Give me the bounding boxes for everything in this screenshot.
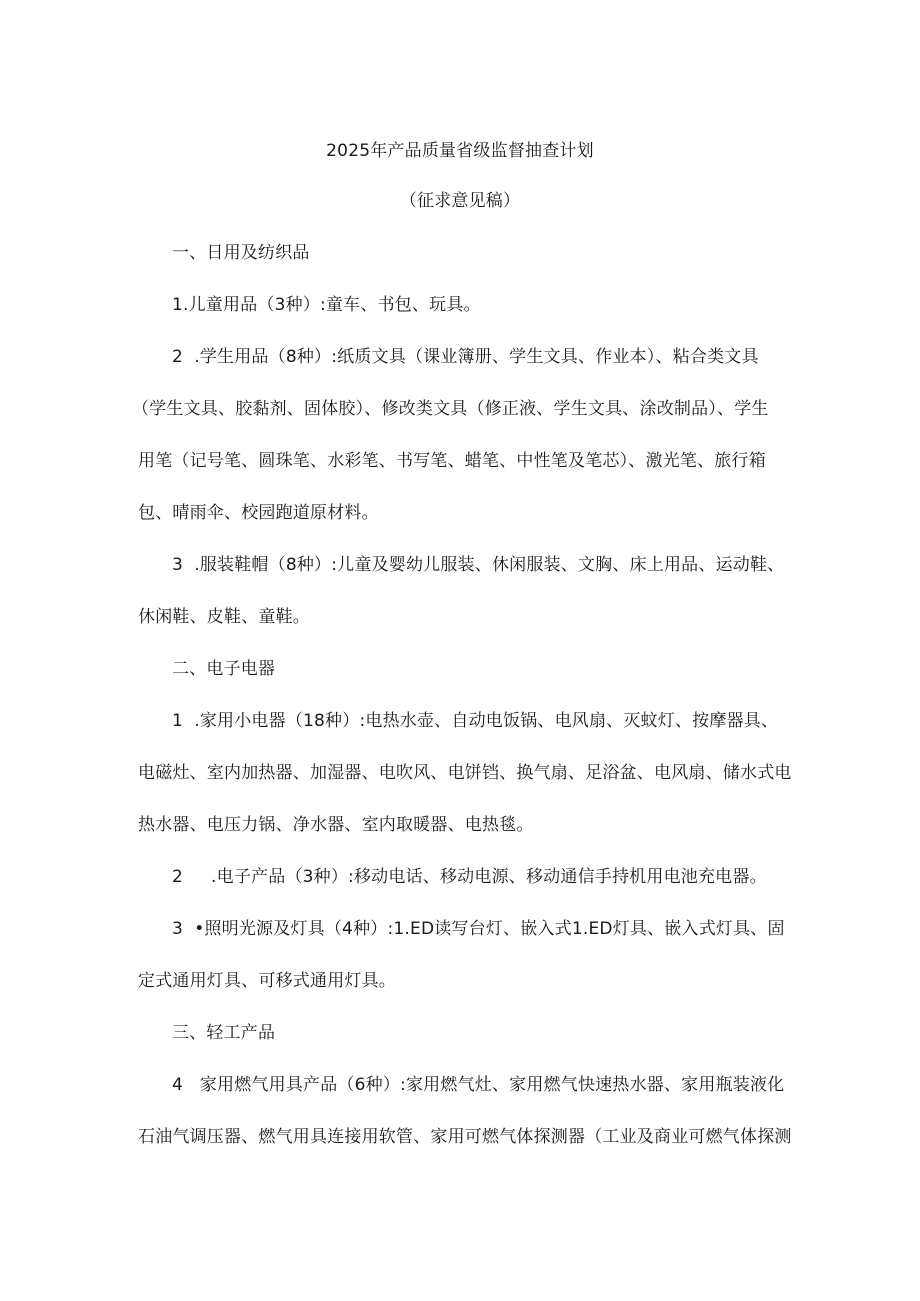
paragraph-line: 4 家用燃气用具产品（6种）:家用燃气灶、家用燃气快速热水器、家用瓶装液化: [172, 1075, 785, 1095]
paragraph-line: 1 .家用小电器（18种）:电热水壶、自动电饭锅、电风扇、灭蚊灯、按摩器具、: [172, 711, 779, 731]
paragraph-line: 用笔（记号笔、圆珠笔、水彩笔、书写笔、蜡笔、中性笔及笔芯）、激光笔、旅行箱: [138, 451, 766, 471]
section-heading-daily-textile: 一、日用及纺织品: [172, 243, 310, 263]
paragraph-line: 3 •照明光源及灯具（4种）:1.ED读写台灯、嵌入式1.ED灯具、嵌入式灯具、固: [172, 919, 785, 939]
paragraph-line: 热水器、电压力锅、净水器、室内取暖器、电热毯。: [138, 815, 534, 835]
paragraph-line: 石油气调压器、燃气用具连接用软管、家用可燃气体探测器（工业及商业可燃气体探测: [138, 1127, 792, 1147]
paragraph-line: 电磁灶、室内加热器、加湿器、电吹风、电饼铛、换气扇、足浴盆、电风扇、储水式电: [138, 763, 792, 783]
paragraph-line: （学生文具、胶黏剂、固体胶）、修改类文具（修正液、学生文具、涂改制品）、学生: [132, 399, 769, 419]
document-subtitle: （征求意见稿）: [399, 191, 521, 211]
paragraph-line: 定式通用灯具、可移式通用灯具。: [138, 971, 396, 991]
paragraph-line: 3 .服装鞋帽（8种）:儿童及婴幼儿服装、休闲服装、文胸、床上用品、运动鞋、: [172, 555, 785, 575]
section-heading-electronics: 二、电子电器: [172, 659, 276, 679]
paragraph-line: 包、晴雨伞、校园跑道原材料。: [138, 503, 379, 523]
section-heading-light-industry: 三、轻工产品: [172, 1023, 276, 1043]
paragraph-line: 2 .电子产品（3种）:移动电话、移动电源、移动通信手持机用电池充电器。: [172, 867, 767, 887]
paragraph-line: 1.儿童用品（3种）:童车、书包、玩具。: [172, 295, 481, 315]
paragraph-line: 2 .学生用品（8种）:纸质文具（课业簿册、学生文具、作业本）、粘合类文具: [172, 347, 759, 367]
document-title: 2025年产品质量省级监督抽查计划: [326, 141, 594, 161]
paragraph-line: 休闲鞋、皮鞋、童鞋。: [138, 607, 310, 627]
